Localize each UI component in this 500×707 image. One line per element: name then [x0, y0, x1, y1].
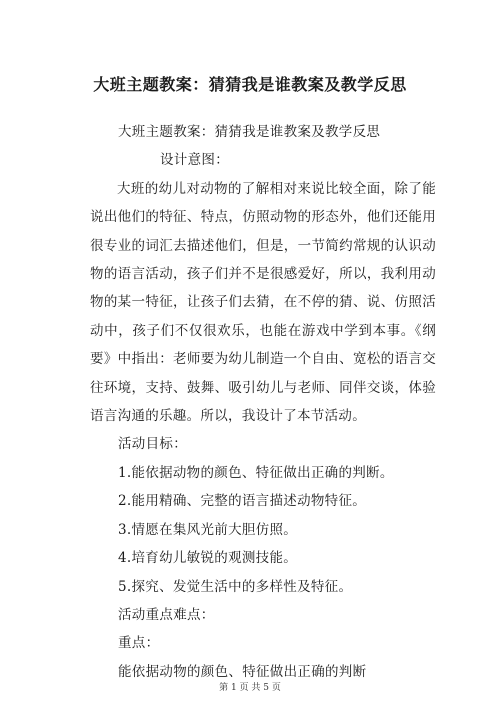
intro-paragraph: 大班的幼儿对动物的了解相对来说比较全面，除了能说出他们的特征、特点，仿照动物的形态外，他们还能用很专业的词汇去描述他们，但是，一节简约常规的认识动物的语言活动，孩子们并不是很感爱好，所以，我利用动物的某一特征，让孩子们去猜，在不停的猜、说、仿照活动中，孩子们不仅很欢乐，也能在游戏中学到本事。《纲要》中指出：老师要为幼儿制造一个自由、宽松的语言交往环境，支持、鼓舞、吸引幼儿与老师、同伴交谈，体验语言沟通的乐趣。所以，我设计了本节活动。 — [90, 180, 436, 425]
goal-item-2: 2.能用精确、完整的语言描述动物特征。 — [118, 493, 367, 510]
key-text: 能依据动物的颜色、特征做出正确的判断 — [118, 663, 367, 680]
document-body — [90, 118, 436, 686]
key-points-heading: 活动重点难点： — [118, 606, 215, 623]
key-label: 重点： — [118, 635, 160, 652]
page-footer: 第 1 页 共 5 页 — [219, 683, 281, 693]
design-intent-label: 设计意图： — [160, 152, 229, 169]
goal-item-1: 1.能依据动物的颜色、特征做出正确的判断。 — [118, 464, 394, 481]
goals-heading: 活动目标： — [118, 436, 187, 453]
document-subtitle: 大班主题教案：猜猜我是谁教案及教学反思 — [118, 124, 381, 140]
goal-item-5: 5.探究、发觉生活中的多样性及特征。 — [118, 578, 353, 595]
document-title: 大班主题教案：猜猜我是谁教案及教学反思 — [93, 75, 407, 94]
goal-item-4: 4.培育幼儿敏锐的观测技能。 — [118, 550, 298, 567]
goal-item-3: 3.情愿在集风光前大胆仿照。 — [118, 521, 298, 538]
